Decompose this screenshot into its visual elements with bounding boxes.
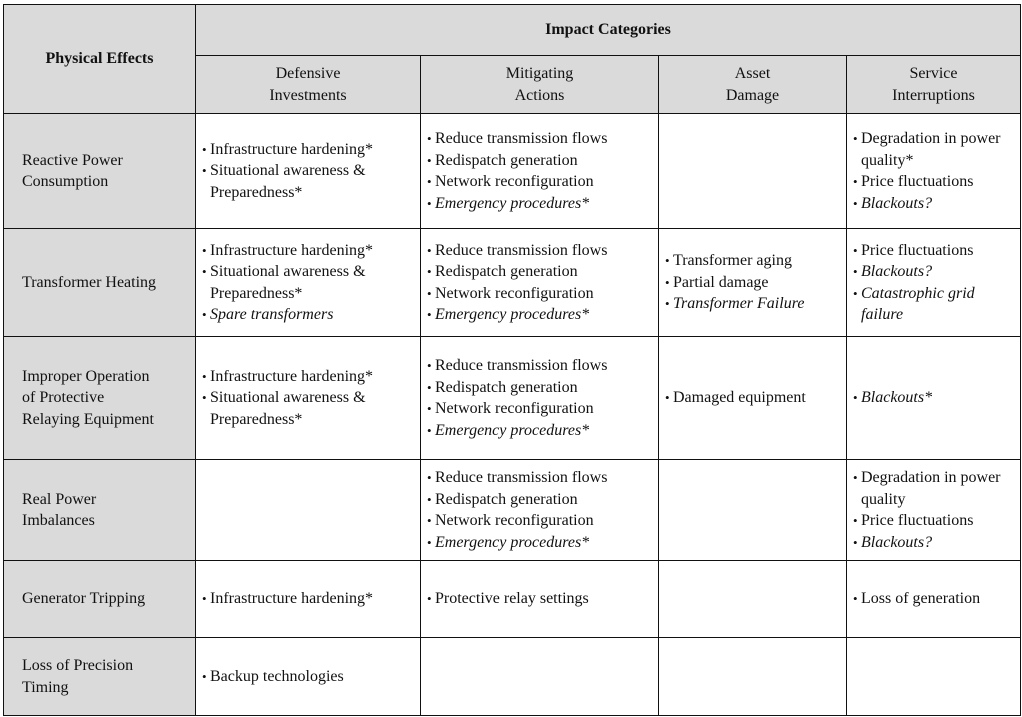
bullet-list [202,240,414,326]
list-item-text: Emergency procedures* [435,306,590,323]
list-item-text: Price fluctuations [861,241,974,259]
list-item [427,355,652,377]
list-item [202,139,414,161]
service-interruptions-cell [847,114,1021,229]
list-item [427,532,652,554]
bullet-list [853,240,1014,326]
list-item [202,387,414,430]
table-row [4,337,1021,460]
impact-table [3,4,1021,716]
mitigating-actions-cell [421,638,659,716]
list-item-text: Reduce transmission flows [435,357,608,374]
list-item [202,304,414,326]
list-item [853,283,1014,326]
list-item [427,489,652,511]
list-item-text: Emergency procedures* [435,533,590,551]
bullet-list [427,355,652,441]
list-item-text: Infrastructure hardening* [210,140,374,158]
list-item-text: Emergency procedures* [435,194,590,212]
service-interruptions-cell [847,561,1021,638]
column-header-defensive-investments: Defensive Investments [196,56,421,114]
table-row [4,229,1021,337]
list-item-text: Partial damage [673,273,769,291]
list-item [853,532,1014,554]
asset-damage-cell [659,638,847,716]
list-item-text: Emergency procedures* [435,421,590,439]
list-item [853,171,1014,193]
list-item-text: Price fluctuations [861,173,974,190]
bullet-list [665,387,840,409]
list-item [427,261,652,283]
list-item [427,398,652,420]
physical-effect-cell: Loss of Precision Timing [4,638,196,716]
list-item [427,128,652,150]
list-item-text: Network reconfiguration [435,173,594,190]
list-item [427,283,652,305]
bullet-list [427,467,652,553]
list-item [427,588,652,610]
physical-effect-cell: Generator Tripping [4,561,196,638]
list-item [202,240,414,262]
bullet-list [853,588,1014,610]
list-item [853,128,1014,171]
defensive-investments-cell [196,561,421,638]
column-header-asset-damage: Asset Damage [659,56,847,114]
defensive-investments-cell [196,638,421,716]
list-item [665,272,840,294]
defensive-investments-cell [196,337,421,460]
service-interruptions-cell [847,460,1021,561]
list-item [427,240,652,262]
column-header-service-interruptions: Service Interruptions [847,56,1021,114]
list-item-text: Reduce transmission flows [435,241,608,259]
list-item-text: Blackouts* [861,389,933,407]
asset-damage-cell [659,229,847,337]
list-item-text: Spare transformers [210,306,334,323]
list-item [202,160,414,203]
asset-damage-cell [659,337,847,460]
list-item [427,510,652,532]
list-item-text: Redispatch generation [435,490,578,508]
list-item [665,387,840,409]
list-item-text: Transformer aging [673,252,792,270]
list-item [427,420,652,442]
list-item [427,467,652,489]
physical-effects-header: Physical Effects [4,5,196,114]
list-item-text: Transformer Failure [673,295,805,313]
list-item-text: Network reconfiguration [435,512,594,529]
list-item-text: Network reconfiguration [435,400,594,417]
list-item [202,588,414,610]
list-item-text: Blackouts? [861,194,933,212]
defensive-investments-cell [196,114,421,229]
list-item-text: Situational awareness & Preparedness* [210,162,366,201]
impact-categories-header: Impact Categories [196,5,1021,56]
column-header-mitigating-actions: Mitigating Actions [421,56,659,114]
list-item-text: Degradation in power quality [861,469,1001,508]
list-item [853,510,1014,532]
list-item [853,387,1014,409]
mitigating-actions-cell [421,561,659,638]
list-item-text: Backup technologies [210,667,344,685]
bullet-list [427,128,652,214]
physical-effect-cell: Improper Operation of Protective Relaying Equipment [4,337,196,460]
list-item-text: Loss of generation [861,590,981,608]
list-item-text: Redispatch generation [435,378,578,396]
list-item-text: Situational awareness & Preparedness* [210,263,366,302]
physical-effect-cell: Real Power Imbalances [4,460,196,561]
list-item-text: Damaged equipment [673,389,806,407]
list-item [853,261,1014,283]
service-interruptions-cell [847,337,1021,460]
list-item-text: Reduce transmission flows [435,130,608,147]
bullet-list [665,250,840,315]
bullet-list [427,240,652,326]
asset-damage-cell [659,561,847,638]
bullet-list [853,387,1014,409]
defensive-investments-cell [196,460,421,561]
bullet-list [202,139,414,204]
mitigating-actions-cell [421,229,659,337]
list-item [427,193,652,215]
mitigating-actions-cell [421,460,659,561]
list-item [202,261,414,304]
list-item [853,588,1014,610]
list-item [853,193,1014,215]
list-item-text: Redispatch generation [435,151,578,169]
list-item [427,377,652,399]
list-item-text: Redispatch generation [435,263,578,280]
mitigating-actions-cell [421,114,659,229]
list-item-text: Price fluctuations [861,512,974,529]
list-item-text: Catastrophic grid failure [861,284,975,323]
list-item [427,150,652,172]
defensive-investments-cell [196,229,421,337]
bullet-list [427,588,652,610]
bullet-list [202,366,414,431]
list-item [202,366,414,388]
list-item-text: Reduce transmission flows [435,469,608,486]
bullet-list [853,467,1014,553]
list-item-text: Network reconfiguration [435,284,594,302]
list-item-text: Situational awareness & Preparedness* [210,389,366,428]
bullet-list [202,588,414,610]
asset-damage-cell [659,114,847,229]
physical-effect-cell: Reactive Power Consumption [4,114,196,229]
list-item-text: Infrastructure hardening* [210,241,374,259]
list-item [665,293,840,315]
list-item [665,250,840,272]
table-row [4,638,1021,716]
service-interruptions-cell [847,229,1021,337]
table-row [4,460,1021,561]
table-row [4,561,1021,638]
list-item [853,467,1014,510]
list-item-text: Blackouts? [861,263,933,280]
list-item-text: Blackouts? [861,533,933,551]
list-item [427,171,652,193]
mitigating-actions-cell [421,337,659,460]
list-item-text: Degradation in power quality* [861,130,1001,169]
bullet-list [853,128,1014,214]
list-item-text: Infrastructure hardening* [210,590,374,608]
asset-damage-cell [659,460,847,561]
list-item [202,666,414,688]
list-item [853,240,1014,262]
table-row [4,114,1021,229]
bullet-list [202,666,414,688]
list-item-text: Protective relay settings [435,590,589,608]
list-item-text: Infrastructure hardening* [210,367,374,385]
physical-effect-cell: Transformer Heating [4,229,196,337]
list-item [427,304,652,326]
service-interruptions-cell [847,638,1021,716]
